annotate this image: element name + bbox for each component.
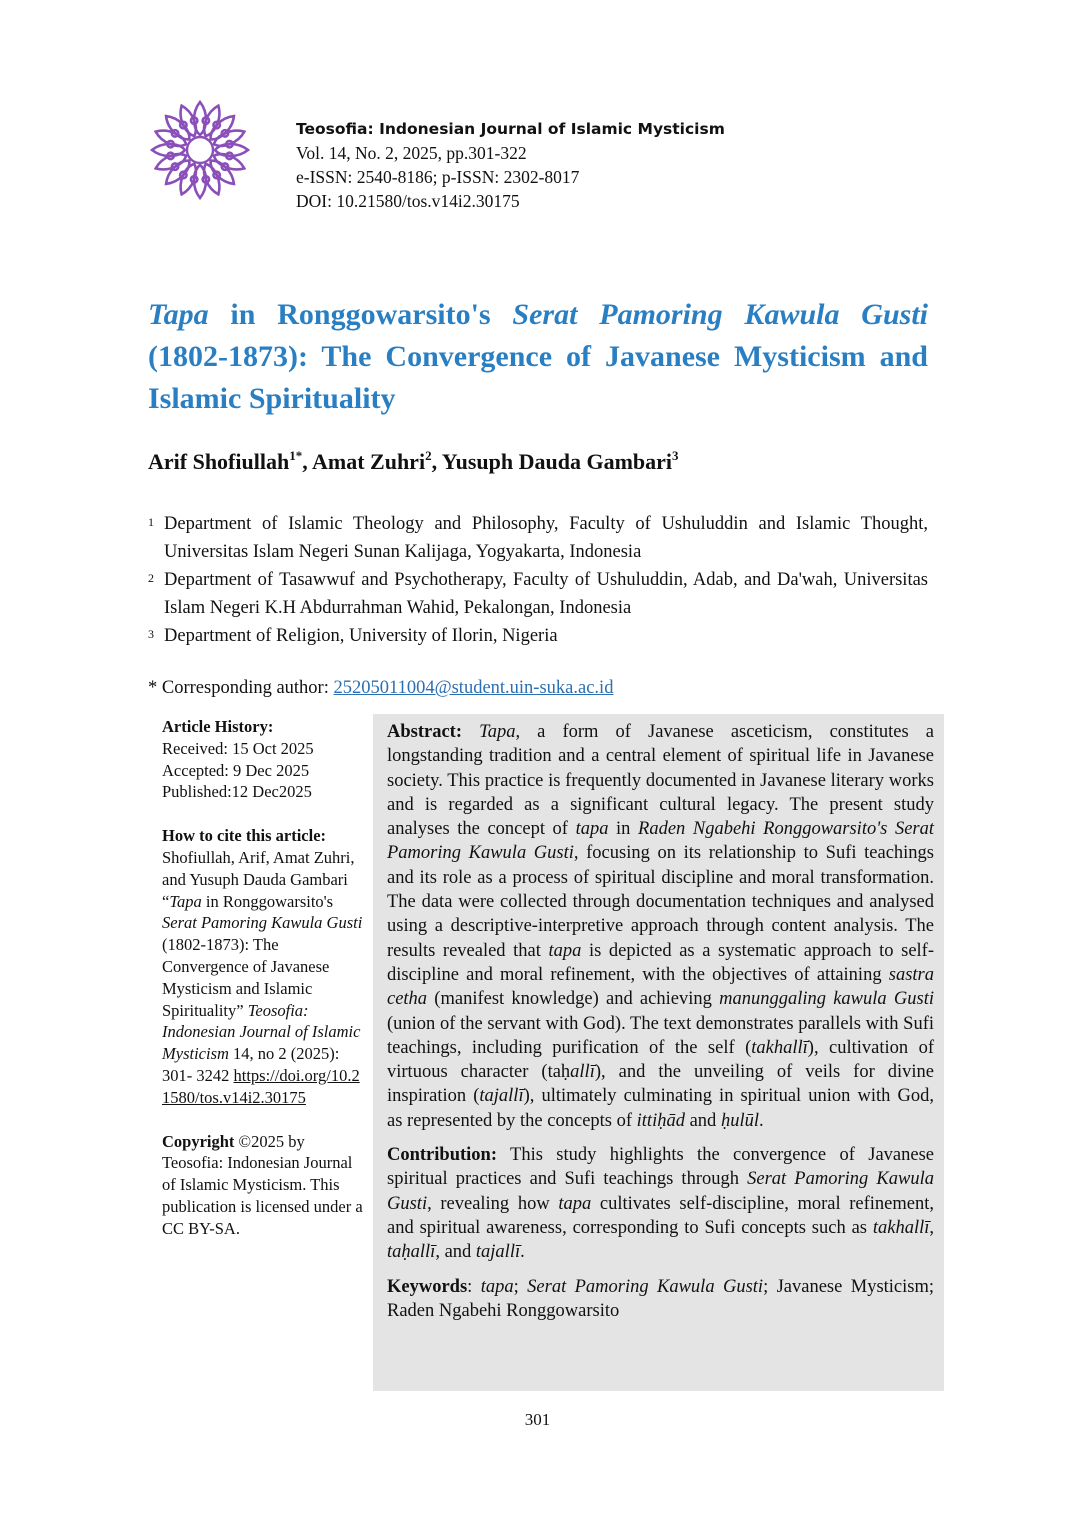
- journal-doi: DOI: 10.21580/tos.v14i2.30175: [296, 191, 520, 211]
- article-sidebar: [162, 716, 367, 1262]
- author-list: Arif Shofiullah$^{1*}$, Amat Zuhri$^2$, Yusuph Dauda Gambari$^3$: [148, 448, 679, 474]
- affiliations: [148, 510, 928, 650]
- affiliation-2: 2 Department of Tasawwuf and Psychotherapy, Faculty of Ushuluddin, Adab, and Da'wah, Universitas Islam Negeri K.H Abdurrahman Wahid, Pekalongan, Indonesia: [148, 570, 928, 618]
- citation-doi-link[interactable]: https://doi.org/10.21580/tos.v14i2.30175: [162, 1065, 360, 1107]
- abstract-box: [373, 714, 944, 1391]
- journal-logo: [148, 98, 252, 202]
- abstract-paragraph: Abstract: Tapa, a form of Javanese asceticism, constitutes a longstanding tradition and a central element of spiritual life in Javanese society. This practice is frequently documented in Javanese literary works and is regarded as a significant cultural legacy. The present study analyses the concept of tapa in Raden Ngabehi Ronggowarsito's Serat Pamoring Kawula Gusti, focusing on its relationship to Sufi teachings and its role as a process of spiritual discipline and moral transformation. The data were collected through documentation techniques and analysed using a descriptive-interpretive approach through content analysis. The results revealed that tapa is depicted as a systematic approach to self-discipline and moral refinement, with the objectives of attaining sastra cetha (manifest knowledge) and achieving manunggaling kawula Gusti (union of the servant with God). The text demonstrates parallels with Sufi teachings, including purification of the self (takhallī), cultivation of virtuous character (taḥallī), and the unveiling of veils for divine inspiration (tajallī), ultimately culminating in spiritual union with God, as represented by the concepts of ittiḥād and ḥulūl.: [387, 722, 934, 1131]
- corresponding-email-link[interactable]: 25205011004@student.uin-suka.ac.id: [333, 678, 614, 698]
- contribution-paragraph: Contribution: This study highlights the convergence of Javanese spiritual practices and Sufi teachings through Serat Pamoring Kawula Gusti, revealing how tapa cultivates self-discipline, moral refinement, and spiritual awareness, corresponding to Sufi concepts such as takhallī, taḥallī, and tajallī.: [387, 1145, 934, 1263]
- affiliation-1: 1 Department of Islamic Theology and Philosophy, Faculty of Ushuluddin and Islamic Thought, Universitas Islam Negeri Sunan Kalijaga, Yogyakarta, Indonesia: [148, 514, 928, 562]
- journal-volume: Vol. 14, No. 2, 2025, pp.301-322: [296, 143, 527, 163]
- affiliation-3: 3 Department of Religion, University of Ilorin, Nigeria: [148, 626, 558, 646]
- page-number: 301: [524, 1410, 551, 1429]
- journal-info: [296, 117, 725, 213]
- keywords-paragraph: Keywords: tapa; Serat Pamoring Kawula Gusti; Javanese Mysticism; Raden Ngabehi Ronggowarsito: [387, 1276, 934, 1321]
- article-history: Article History: Received: 15 Oct 2025 Accepted: 9 Dec 2025 Published:12 Dec2025: [162, 717, 314, 802]
- journal-name: Teosofia: Indonesian Journal of Islamic Mysticism: [296, 120, 725, 138]
- article-title: Tapa in Ronggowarsito's Serat Pamoring Kawula Gusti (1802-1873): The Convergence of Javanese Mysticism and Islamic Spirituality: [148, 298, 928, 415]
- copyright-block: Copyright ©2025 by Teosofia: Indonesian Journal of Islamic Mysticism. This publication is licensed under a CC BY-SA.: [162, 1131, 363, 1238]
- corresponding-author: * Corresponding author: 25205011004@student.uin-suka.ac.id: [148, 678, 614, 698]
- journal-issn: e-ISSN: 2540-8186; p-ISSN: 2302-8017: [296, 167, 580, 187]
- citation-block: How to cite this article: Shofiullah, Arif, Amat Zuhri, and Yusuph Dauda Gambari “Tapa in Ronggowarsito's Serat Pamoring Kawula Gusti (1802-1873): The Convergence of Javanese Mysticism and Islamic Spirituality” Teosofia: Indonesian Journal of Islamic Mysticism 14, no 2 (2025): 301- 3242 https://doi.org/10.21580/tos.v14i2.30175: [162, 826, 363, 1107]
